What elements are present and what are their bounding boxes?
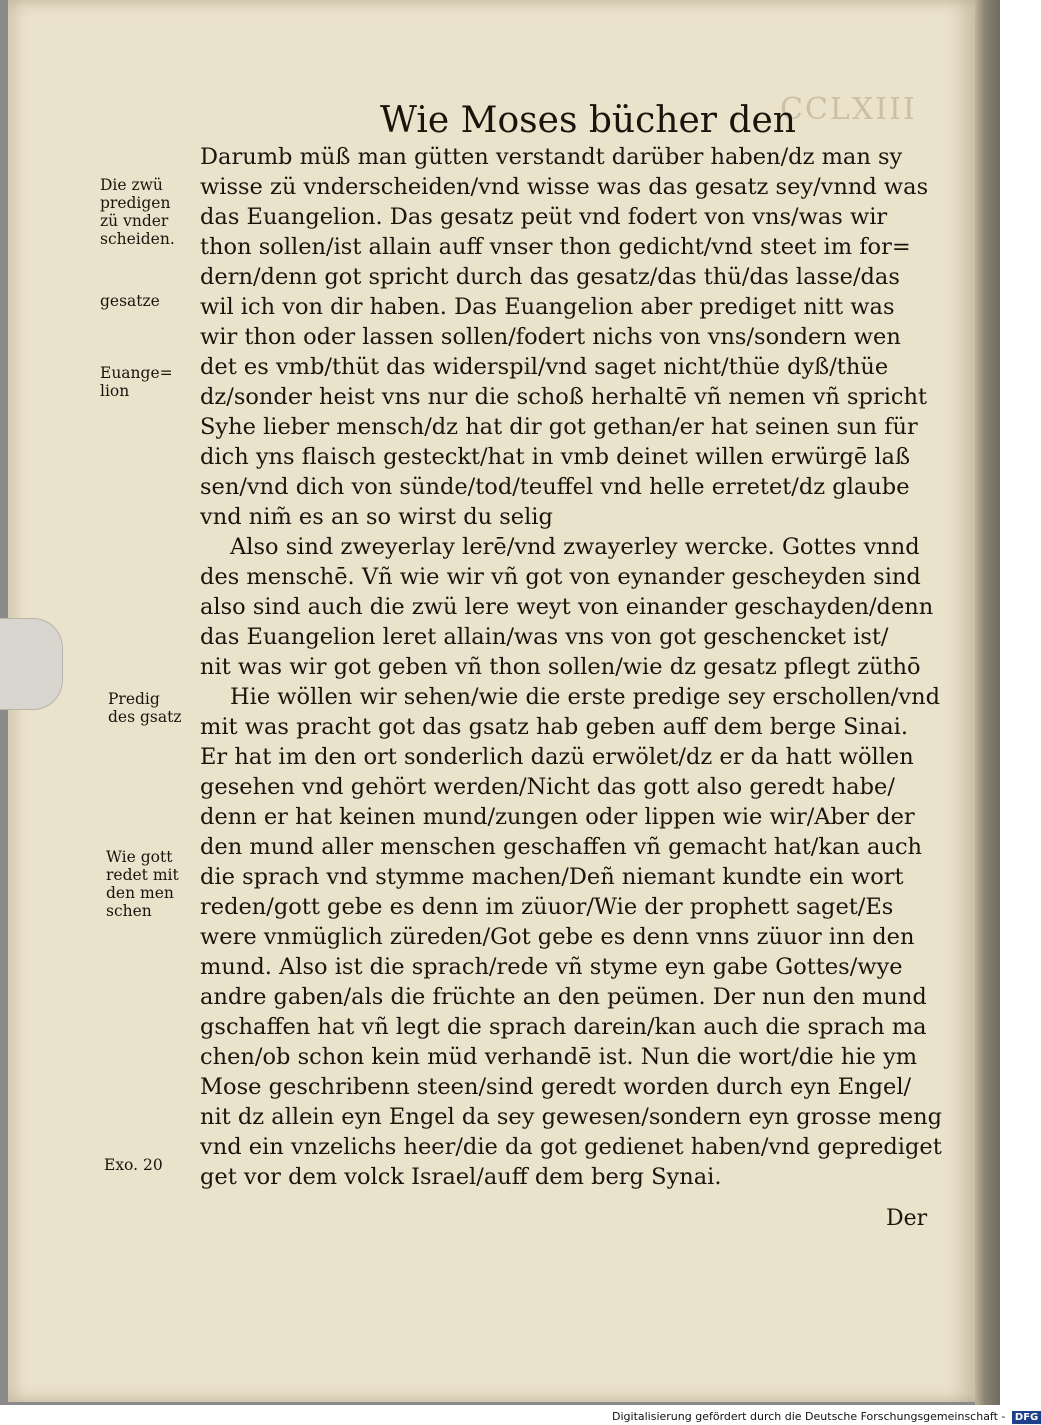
text-line: were vnmüglich züreden/Got gebe es denn vnns züuor inn den [200,924,915,950]
body-text [200,142,945,1192]
text-line: Er hat im den ort sonderlich dazü erwölet/dz er da hatt wöllen [200,744,914,770]
text-line: Mose geschribenn steen/sind geredt worden durch eyn Engel/ [200,1074,912,1100]
text-line: wisse zü vnderscheiden/vnd wisse was das gesatz sey/vnnd was [200,174,929,200]
text-line: das Euangelion leret allain/was vns von got geschencket ist/ [200,624,889,650]
text-line: den mund aller menschen geschaffen vñ gemacht hat/kan auch [200,834,923,860]
text-line: nit was wir got geben vñ thon sollen/wie dz gesatz pflegt züthō [200,654,921,680]
text-line: wir thon oder lassen sollen/fodert nichs von vns/sondern wen [200,324,901,350]
text-line: wil ich von dir haben. Das Euangelion aber prediget nitt was [200,294,895,320]
text-line: get vor dem volck Israel/auff dem berg Synai. [200,1164,722,1190]
text-line: reden/gott gebe es denn im züuor/Wie der prophett saget/Es [200,894,894,920]
text-line: nit dz allein eyn Engel da sey gewesen/sondern eyn grosse meng [200,1104,943,1130]
footer-credit [612,1408,1039,1425]
text-line: die sprach vnd stymme machen/Deñ niemant kundte ein wort [200,864,904,890]
text-line: vnd ein vnzelichs heer/die da got gedienet haben/vnd geprediget [200,1134,942,1160]
margin-note: gesatze [100,292,160,310]
text-line: das Euangelion. Das gesatz peüt vnd fodert von vns/was wir [200,204,888,230]
margin-note: Exo. 20 [104,1156,163,1174]
text-line: des menschē. Vñ wie wir vñ got von eynander gescheyden sind [200,564,921,590]
margin-note: Die zwü predigen zü vnder scheiden. [100,176,175,248]
text-line: gesehen vnd gehört werden/Nicht das gott also geredt habe/ [200,774,895,800]
dfg-logo-icon: DFG [1012,1411,1041,1424]
text-line: dich yns flaisch gesteckt/hat in vmb deinet willen erwürgē laß [200,444,910,470]
page-tab [0,618,63,710]
footer-credit-text: Digitalisierung gefördert durch die Deutsche Forschungsgemeinschaft - [612,1410,1006,1423]
text-line: dern/denn got spricht durch das gesatz/das thü/das lasse/das [200,264,900,290]
margin-note: Wie gott redet mit den men schen [106,848,179,920]
margin-note: Euange= lion [100,364,173,400]
text-line: Syhe lieber mensch/dz hat dir got gethan/er hat seinen sun für [200,414,918,440]
text-line: chen/ob schon kein müd verhandē ist. Nun die wort/die hie ym [200,1044,918,1070]
text-line: Hie wöllen wir sehen/wie die erste predige sey erschollen/vnd [230,684,940,710]
margin-note: Predig des gsatz [108,690,182,726]
page-edge [975,0,1000,1405]
catchword: Der [886,1206,928,1231]
text-line: thon sollen/ist allain auff vnser thon gedicht/vnd steet im for= [200,234,911,260]
text-line: sen/vnd dich von sünde/tod/teuffel vnd helle erretet/dz glaube [200,474,910,500]
text-line: denn er hat keinen mund/zungen oder lippen wie wir/Aber der [200,804,915,830]
text-line: det es vmb/thüt das widerspil/vnd saget nicht/thüe dyß/thüe [200,354,889,380]
text-line: vnd nim̃ es an so wirst du selig [200,504,553,530]
folio-number: CCLXIII [780,92,917,127]
text-line: andre gaben/als die früchte an den peümen. Der nun den mund [200,984,927,1010]
text-line: Also sind zweyerlay lerē/vnd zwayerley wercke. Gottes vnnd [230,534,920,560]
text-line: mund. Also ist die sprach/rede vñ styme eyn gabe Gottes/wye [200,954,903,980]
running-head: Wie Moses bücher den [380,100,796,141]
text-line: gschaffen hat vñ legt die sprach darein/kan auch die sprach ma [200,1014,927,1040]
text-line: Darumb müß man gütten verstandt darüber haben/dz man sy [200,144,903,170]
text-line: also sind auch die zwü lere weyt von einander geschayden/denn [200,594,934,620]
text-line: mit was pracht got das gsatz hab geben auff dem berge Sinai. [200,714,909,740]
text-line: dz/sonder heist vns nur die schoß herhaltē vñ nemen vñ spricht [200,384,928,410]
